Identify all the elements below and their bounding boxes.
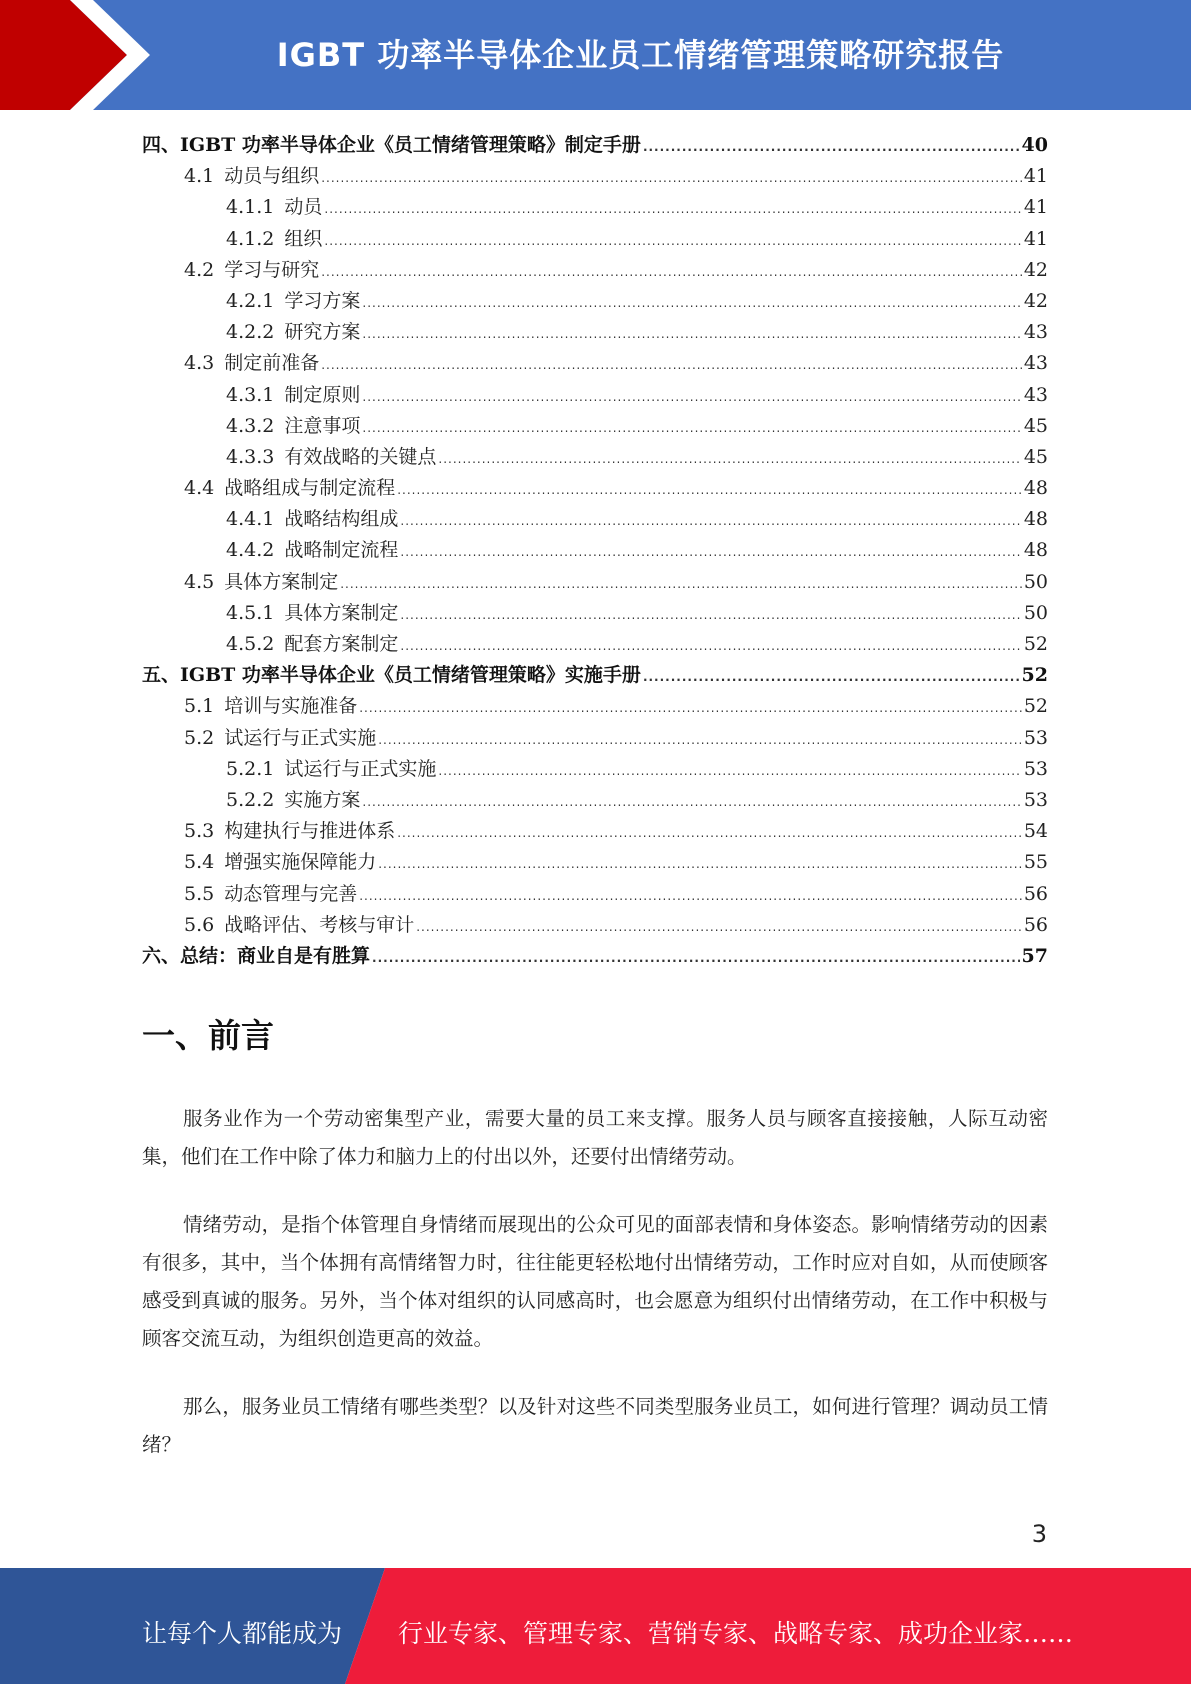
toc-entry-title: 学习与研究: [224, 258, 320, 281]
toc-entry-page: 48: [1023, 477, 1048, 500]
toc-dot-leader: [397, 483, 1022, 497]
toc-entry[interactable]: [142, 629, 1048, 660]
toc-entry-title: 实施方案: [284, 788, 361, 811]
paragraph-3: 那么，服务业员工情绪有哪些类型？以及针对这些不同类型服务业员工，如何进行管理？调动员工情绪？: [142, 1395, 1048, 1456]
toc-entry-title: 战略组成与制定流程: [224, 477, 396, 500]
toc-entry-page: 57: [1021, 944, 1048, 967]
toc-dot-leader: [359, 701, 1022, 715]
toc-entry-page: 42: [1023, 258, 1048, 281]
toc-dot-leader: [321, 358, 1022, 372]
toc-entry[interactable]: [142, 317, 1048, 348]
toc-entry-title: 战略评估、考核与审计: [224, 913, 415, 936]
toc-dot-leader: [321, 171, 1022, 185]
toc-entry-number: 4.2.2: [226, 321, 275, 344]
toc-entry-title: 试运行与正式实施: [224, 726, 377, 749]
toc-entry-title: 有效战略的关键点: [284, 445, 437, 468]
toc-entry-number: 5.6: [184, 913, 215, 936]
toc-dot-leader: [372, 951, 1020, 965]
toc-entry-title: 具体方案制定: [224, 570, 339, 593]
toc-entry-title: 研究方案: [284, 321, 361, 344]
toc-entry[interactable]: [142, 754, 1048, 785]
table-of-contents: [142, 130, 1048, 972]
toc-dot-leader: [362, 327, 1021, 341]
toc-entry-page: 43: [1023, 321, 1048, 344]
toc-entry[interactable]: [142, 192, 1048, 223]
toc-dot-leader: [400, 545, 1021, 559]
toc-dot-leader: [438, 452, 1021, 466]
toc-entry-page: 56: [1023, 882, 1048, 905]
toc-entry-page: 40: [1021, 134, 1048, 156]
page-header: [0, 0, 1191, 110]
toc-entry-title: 组织: [284, 227, 323, 250]
toc-entry-page: 43: [1023, 383, 1048, 406]
toc-entry-page: 42: [1023, 289, 1048, 312]
toc-entry-number: 4.4: [184, 477, 215, 500]
toc-dot-leader: [359, 889, 1022, 903]
toc-entry-page: 48: [1023, 508, 1048, 531]
toc-entry-page: 41: [1023, 227, 1048, 250]
toc-entry-title: 制定前准备: [224, 352, 320, 375]
toc-entry-page: 53: [1023, 726, 1048, 749]
toc-entry-number: 5.2.2: [226, 788, 275, 811]
toc-entry[interactable]: [142, 348, 1048, 379]
toc-entry-number: 5.4: [184, 851, 215, 874]
toc-entry-number: 4.4.1: [226, 508, 275, 531]
toc-dot-leader: [400, 639, 1021, 653]
toc-entry-title: 动员与组织: [224, 165, 320, 188]
toc-entry-number: 4.5.2: [226, 633, 275, 655]
toc-entry-title: 六、总结：商业自是有胜算: [142, 944, 371, 967]
toc-entry-number: 4.3.2: [226, 414, 275, 437]
toc-entry-title: 动员: [284, 196, 323, 219]
toc-entry[interactable]: [142, 224, 1048, 255]
toc-entry[interactable]: [142, 567, 1048, 598]
toc-entry-page: 43: [1023, 352, 1048, 375]
toc-entry-page: 55: [1023, 851, 1048, 874]
paragraph-1: 服务业作为一个劳动密集型产业，需要大量的员工来支撑。服务人员与顾客直接接触，人际互动密集，他们在工作中除了体力和脑力上的付出以外，还要付出情绪劳动。: [142, 1107, 1048, 1168]
toc-entry-title: 增强实施保障能力: [224, 851, 377, 874]
toc-dot-leader: [324, 234, 1021, 248]
toc-entry[interactable]: [142, 473, 1048, 504]
toc-entry-number: 4.2: [184, 258, 215, 281]
toc-dot-leader: [321, 265, 1022, 279]
toc-dot-leader: [400, 514, 1021, 528]
toc-entry[interactable]: [142, 723, 1048, 754]
toc-entry-page: 52: [1023, 695, 1048, 718]
footer-slogan-right: 行业专家、管理专家、营销专家、战略专家、成功企业家……: [398, 1619, 1074, 1648]
toc-entry-page: 41: [1023, 196, 1048, 219]
toc-entry-page: 50: [1023, 601, 1048, 624]
toc-entry-title: 战略结构组成: [284, 508, 399, 531]
toc-dot-leader: [378, 857, 1022, 871]
toc-entry-page: 53: [1023, 757, 1048, 780]
toc-dot-leader: [362, 795, 1021, 809]
toc-entry-page: 45: [1023, 445, 1048, 468]
toc-entry-page: 50: [1023, 570, 1048, 593]
toc-entry-title: 培训与实施准备: [224, 695, 358, 718]
toc-entry-number: 4.4.2: [226, 539, 275, 562]
toc-entry[interactable]: [142, 910, 1048, 941]
toc-entry-title: 试运行与正式实施: [284, 757, 437, 780]
toc-entry[interactable]: [142, 286, 1048, 317]
toc-entry[interactable]: [142, 816, 1048, 847]
toc-entry[interactable]: [142, 535, 1048, 566]
toc-entry[interactable]: [142, 785, 1048, 816]
toc-entry-number: 4.3: [184, 352, 215, 375]
toc-entry-title: 四、IGBT 功率半导体企业《员工情绪管理策略》制定手册: [142, 134, 641, 156]
toc-entry[interactable]: [142, 504, 1048, 535]
section-heading: 一、前言: [142, 1016, 274, 1055]
toc-entry-number: 4.1: [184, 165, 215, 188]
toc-dot-leader: [643, 140, 1020, 154]
paragraph-2: 情绪劳动，是指个体管理自身情绪而展现出的公众可见的面部表情和身体姿态。影响情绪劳动的因素有很多，其中，当个体拥有高情绪智力时，往往能更轻松地付出情绪劳动，工作时应对自如，从而使顾客感受到真诚的服务。另外，当个体对组织的认同感高时，也会愿意为组织付出情绪劳动，在工作中积极与顾客交流互动，为组织创造更高的效益。: [142, 1213, 1048, 1350]
toc-entry-number: 5.3: [184, 820, 215, 843]
toc-entry-number: 4.3.3: [226, 445, 275, 468]
toc-entry-number: 4.5: [184, 570, 215, 593]
toc-entry-number: 5.2.1: [226, 757, 275, 780]
toc-entry-page: 52: [1021, 664, 1048, 687]
toc-dot-leader: [416, 920, 1022, 934]
toc-entry[interactable]: [142, 130, 1048, 161]
page-number: 3: [1031, 1520, 1047, 1548]
toc-entry-title: 配套方案制定: [284, 633, 399, 655]
toc-entry-page: 52: [1023, 633, 1048, 655]
toc-entry-title: 制定原则: [284, 383, 361, 406]
toc-entry-number: 4.1.1: [226, 196, 275, 219]
toc-dot-leader: [362, 390, 1021, 404]
toc-entry-page: 53: [1023, 788, 1048, 811]
toc-entry[interactable]: [142, 161, 1048, 192]
toc-entry-number: 5.1: [184, 695, 215, 718]
toc-entry[interactable]: [142, 411, 1048, 442]
toc-dot-leader: [362, 296, 1021, 310]
toc-entry-page: 54: [1023, 820, 1048, 843]
toc-entry-page: 41: [1023, 165, 1048, 188]
toc-dot-leader: [378, 733, 1022, 747]
toc-entry-page: 48: [1023, 539, 1048, 562]
toc-entry-number: 4.3.1: [226, 383, 275, 406]
toc-dot-leader: [397, 826, 1022, 840]
toc-entry-title: 五、IGBT 功率半导体企业《员工情绪管理策略》实施手册: [142, 664, 641, 687]
toc-entry[interactable]: [142, 691, 1048, 722]
toc-entry-title: 构建执行与推进体系: [224, 820, 396, 843]
toc-entry-number: 5.5: [184, 882, 215, 905]
toc-dot-leader: [362, 421, 1021, 435]
toc-entry[interactable]: [142, 879, 1048, 910]
toc-dot-leader: [340, 577, 1022, 591]
toc-entry[interactable]: [142, 442, 1048, 473]
toc-entry-page: 45: [1023, 414, 1048, 437]
toc-entry-title: 动态管理与完善: [224, 882, 358, 905]
toc-entry[interactable]: [142, 380, 1048, 411]
toc-entry-title: 战略制定流程: [284, 539, 399, 562]
footer-slogan-left: 让每个人都能成为: [142, 1619, 343, 1648]
toc-entry-title: 学习方案: [284, 289, 361, 312]
toc-entry-number: 5.2: [184, 726, 215, 749]
toc-dot-leader: [400, 608, 1021, 622]
toc-dot-leader: [643, 670, 1020, 684]
toc-entry[interactable]: [142, 660, 1048, 691]
toc-entry[interactable]: [142, 847, 1048, 878]
toc-entry[interactable]: [142, 598, 1048, 629]
toc-entry-number: 4.2.1: [226, 289, 275, 312]
toc-dot-leader: [324, 202, 1021, 216]
toc-entry[interactable]: [142, 255, 1048, 286]
report-title: IGBT 功率半导体企业员工情绪管理策略研究报告: [276, 36, 1005, 74]
toc-entry-title: 具体方案制定: [284, 601, 399, 624]
toc-entry-page: 56: [1023, 913, 1048, 936]
toc-entry-number: 4.1.2: [226, 227, 275, 250]
toc-entry-number: 4.5.1: [226, 601, 275, 624]
toc-entry[interactable]: [142, 941, 1048, 972]
toc-entry-title: 注意事项: [284, 414, 361, 437]
toc-dot-leader: [438, 764, 1021, 778]
